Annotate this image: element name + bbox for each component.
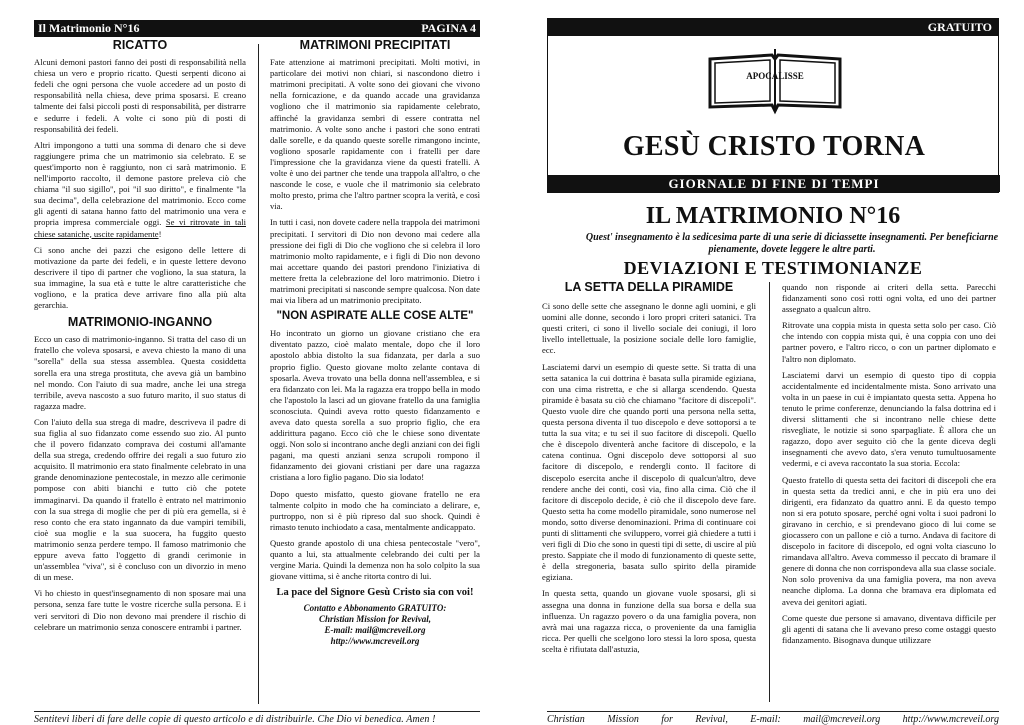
paragraph: Alcuni demoni pastori fanno dei posti di responsabilità nella chiesa un vero e proprio ricatto. Questi serpenti dicono ai fedeli che ogni persona che vuole accedere ad un posto di responsabilità nella chiesa, deve prima sposarsi. E creano talmente dei falsi piccoli posti di responsabilità, per distrarre e sedurre i fedeli. A volte ci sono più di posti di responsabilità dei fedeli. bbox=[34, 57, 246, 134]
paragraph: Lasciatemi darvi un esempio di queste sette. Si tratta di una setta satanica la cui dottrina è basata sulla piramide egiziana, con una cima ristretta, e che si allarga scendendo. Questa piramide è basata su ciò che chiamano "facitore di discepoli". Questo vuole dire che quando porti una persona nella setta, questa persona diventa il tuo discepolo e deve sottoporsi a te tutta la sua vita; e tu sei il suo facitore di discepoli. Quello che è discepolo diventerà anche facitore di discepolo, e la catena continua. Ogni discepolo deve sottoporsi al suo facitore di discepolo, e rendergli conto. Il facitore di discepolo esercita anche il discepolo di qualcun'altro, deve rendere anche dei conti, così via, fino alla cima. Ciò che il facitore di discepolo decide, è ciò che il discepolo deve fare. Questo setta ha come modello piramidale, sono numerose nel mondo, sotto diverse denominazioni. Prima di continuare coi punti di slittamenti che sviluppero, vorrei già chiedere a tutti i veri figli di Dio che sono in questi tipi di sette, di uscire al più presto. Sappiate che il modo di funzionamento di queste sette, è della stregoneria, basata sullo spirito della piramide egiziana. bbox=[542, 361, 756, 583]
issue-label: Il Matrimonio N°16 bbox=[38, 21, 140, 35]
heading-non-aspirate: "NON ASPIRATE ALLE COSE ALTE" bbox=[276, 310, 474, 323]
intro-text: Quest' insegnamento è la sedicesima parte di una serie di diciassette insegnamenti. Per beneficiarne pienamente, dovete leggere le altre parti. bbox=[585, 232, 999, 255]
right-footer: Christian Mission for Revival, E-mail: mail@mcreveil.org http://www.mcreveil.org bbox=[547, 711, 999, 725]
contact-block: Contatto e Abbonamento GRATUITO: Christian Mission for Revival, E-mail: mail@mcreveil.org http://www.mcreveil.org bbox=[303, 603, 447, 647]
right-page bbox=[512, 0, 1024, 725]
paragraph: Fate attenzione ai matrimoni precipitati. Molti motivi, in particolare dei motivi non chiari, si nascondono dietro i matrimoni precipitati. A volte sono dei giovani che vivono nella fornicazione, e da quando accade una gravidanza vogliono che il matrimonio sia rapidamente celebrato, affinché la gravidanza sembri di essere contratta nel matrimonio. A volte sono anche i pastori che sono entrati dalle sorelle, e da quando queste sorelle rimangono incinte, vogliono sposarle rapidamente con i fratelli per dare l'impressione che la gravidanza viene da questi fratelli. A volte è uno dei partner che tende una trappola all'altro, o che nasconde le cose, e vuole che il matrimonio sia celebrato molto presto, prima che l'altro partner scopra la verità, e così via. bbox=[270, 57, 480, 212]
left-column-1 bbox=[34, 38, 246, 708]
uscite-link: Se vi ritrovate in tali chiese sataniche, uscite rapidamente bbox=[34, 217, 246, 239]
paragraph: Ritrovate una coppia mista in questa setta solo per caso. Ciò che intendo con coppia mista qui, è una coppia con uno dei partner povero, e l'altro ricco, o con un partner diplomato e l'altro non diplomato. bbox=[782, 320, 996, 364]
paragraph: Ho incontrato un giorno un giovane cristiano che era diventato pazzo, cioè malato mentale, dopo che il loro apostolo abbia distolto la sua fidanzata, per darla a suo proprio figlio. Questo giovane molto zelante contava di sposarla. Aveva trovato una bella donna nell'assemblea, e si era fidanzato con lei. Ma la ragazza era troppo bella in modo che l'apostolo la lasci ad un giovane fratello da una famiglia sconosciuta. Quindi aveva rotto questo fidanzamento e aveva dato questa sorella a suo proprio figlio, che era addirittura pagano. Ecco ciò che le chiese sono diventate oggi. Non solo si incontrano anche degli anziani con dei figli pagani, ma questi anziani senza scrupoli rompono il fidanzamento dei giovani cristiani per dare una ragazza cristiana a loro figlio pagano. Dio sia lodato! bbox=[270, 328, 480, 483]
paragraph: Lasciatemi darvi un esempio di questo tipo di coppia accidentalmente ed incidentalmente mista. Sono arrivato una volta in un paese in cui è impiantato questa setta. Appena ho tenuto le prime conferenze, denunciando la falsa dottrina ed i diversi slittamenti che si incontrano nelle chiese dette risvegliate, le notizie si sono sparpagliate. È allora che un ragazzo, dopo aver seguito ciò che la gente diceva degli insegnamenti che avevo dato, s'era venuto tumultuosamente vedermi, e ci aveva raccontato la sua storia. Eccola: bbox=[782, 369, 996, 469]
left-header-bar bbox=[34, 20, 480, 37]
paragraph: Ci sono delle sette che assegnano le donne agli uomini, e gli uomini alle donne, secondo i loro propri criteri satanici. Tra questi criteri, ci sono il livello sociale dei coniugi, il loro livello intellettuale, la posizione sociale delle loro famiglie, ecc. bbox=[542, 301, 756, 356]
page-number: PAGINA 4 bbox=[421, 21, 476, 35]
paragraph: Vi ho chiesto in quest'insegnamento di non sposare mai una persona, senza fare tutte le vostre ricerche sulla persona. E i veri servitori di Dio non devono mai prendere il rischio di celebrare un matrimonio senza conoscere entrambi i partner. bbox=[34, 588, 246, 632]
right-column-2 bbox=[782, 282, 996, 707]
section-title: DEVIAZIONI E TESTIMONIANZE bbox=[623, 258, 923, 278]
paragraph: Come queste due persone si amavano, diventava difficile per gli agenti di satana che li avevano preso come ostaggi questo fidanzamento. Bisognava dunque utilizzare bbox=[782, 612, 996, 645]
newspaper-subtitle: GIORNALE DI FINE DI TEMPI bbox=[548, 175, 1000, 192]
masthead bbox=[547, 18, 999, 193]
paragraph: Questo grande apostolo di una chiesa pentecostale "vero", quanto a lui, sta attualmente celebrando dei culti per la vergine Maria. Quindi la demenza non ha solo colpito la sua giovane vittima, si è anche ritorta contro di lui. bbox=[270, 537, 480, 582]
paragraph: Ci sono anche dei pazzi che esigono delle lettere di motivazione da parte dei fedeli, e in queste lettere devono descrivere il tipo di partner che vogliono, la sua statura, la sua immagine, la sua età e tutte le altre caratteristiche che vogliono, e la pratica deve arrivare fino alla più alta gerarchia. bbox=[34, 244, 246, 311]
paragraph: quando non risponde ai criteri della setta. Parecchi fidanzamenti sono così rotti ogni volta, ed uno dei partner assegnato a qualcun altro. bbox=[782, 282, 996, 315]
paragraph: In questa setta, quando un giovane vuole sposarsi, gli si assegna una donna in funzione della sua borsa e della sua influenza. Un ragazzo povero o da una famiglia povera, non avrà mai una ragazza ricca, o proveniente da una famiglia ricca. Per quelli che scelgono loro stessi la loro sposa, questa scelta è rifiutata dall'astuzia, bbox=[542, 588, 756, 654]
column-divider bbox=[769, 282, 770, 702]
heading-setta-piramide: LA SETTA DELLA PIRAMIDE bbox=[564, 282, 734, 294]
open-book-icon bbox=[706, 49, 844, 119]
left-column-2 bbox=[270, 38, 480, 708]
apocalisse-label: APOCALISSE bbox=[746, 71, 804, 81]
newspaper-title: GESÙ CRISTO TORNA bbox=[622, 131, 926, 162]
paragraph: Dopo questo misfatto, questo giovane fratello ne era talmente colpito in modo che ha cominciato a delirare, e, purtroppo, non si è più ripreso dal suo shock. Quindi è rimasto tenuto inchiodato a casa, mentalmente andicappato. bbox=[270, 488, 480, 532]
issue-title: IL MATRIMONIO N°16 bbox=[645, 203, 901, 229]
right-column-1 bbox=[542, 282, 756, 707]
footer-email: mail@mcreveil.org bbox=[803, 714, 881, 725]
heading-matrimoni-precipitati: MATRIMONI PRECIPITATI bbox=[299, 38, 451, 52]
heading-matrimonio-inganno: MATRIMONIO-INGANNO bbox=[67, 315, 213, 330]
gratuito-bar: GRATUITO bbox=[548, 19, 998, 36]
paragraph: Con l'aiuto della sua strega di madre, descriveva il padre di sua figlia al suo fidanzato come essendo suo zio. Al punto che il povero fidanzato comprava dei costumi all'amante della sua strega, credendo offrire dei regali a suo futuro zio acquisito. Il matrimonio era stato finalmente celebrato in una grande denominazione pentecostale, in mezzo alle cerimonie pompose con abiti bianchi e tutto ciò che potete immaginarvi. Da quando il fratello è entrato nel matrimonio con la sua strega di moglie che per di più era gemella, si è reso conto che era stato ingannato da due vampiri temibili, cioè sua moglie e la sua suocera, ha fuggito questo matrimonio senza perdere tempo. Il famoso matrimonio che eppure aveva fatto l'oggetto di grandi cerimonie in un'assemblea "viva", si è concluso con un divorzio in meno di un mese. bbox=[34, 416, 246, 583]
closing-blessing: La pace del Signore Gesù Cristo sia con voi! bbox=[276, 587, 474, 599]
column-divider bbox=[258, 44, 259, 704]
footer-url: http://www.mcreveil.org bbox=[902, 714, 999, 725]
left-footer: Sentitevi liberi di fare delle copie di questo articolo e di distribuirle. Che Dio vi benedica. Amen ! bbox=[34, 711, 480, 725]
paragraph: Altri impongono a tutti una somma di denaro che si deve raggiungere prima che un matrimonio sia celebrato. E se quest'importo non è raggiunto, non ci sarà matrimonio. E nell'importo raccolto, il demone pastore preleva ciò che chiama "il suo sigillo", poi "il suo diritto", e finalmente "la sua decima", della celebrazione del matrimonio. Ecco come gli agenti di satana hanno fatto del matrimonio una vera e propria impresa commerciale oggi. Se vi ritrovate in tali chiese sataniche, uscite rapidamente! bbox=[34, 139, 246, 239]
paragraph: Ecco un caso di matrimonio-inganno. Si tratta del caso di un fratello che voleva sposarsi, e aveva chiesto la mano di una "sorella" della sua stessa assemblea. Questa cosiddetta sorella era una strega prostituta, che aveva già un bambino nel mondo. Con l'aiuto di sua madre, anche lei una strega terribile, aveva nascosto a suo futuro marito, il suo status di ragazza madre. bbox=[34, 334, 246, 411]
heading-ricatto: RICATTO bbox=[112, 38, 168, 52]
paragraph: Questo fratello di questa setta dei facitori di discepoli che era in questa setta da tredici anni, e che in più era uno dei dirigenti, era fidanzato da quattro anni. E da questo tempo non si era potuto sposare, perché ogni volta i suoi padroni lo giravano in cerchio, e si prendevano gioco di lui come se giocassero con un pallone e ciò a turno. Andava di facitore di discepolo in facitore di discepolo, ed ogni volta ciascuno lo rimandava all'altro. Aveva commesso il peccato di bramare il genere di donna che non corrispondeva alla sua classe sociale. Non solo proveniva da una famiglia povera, ma non aveva neanche diploma. La donna che bramava era diplomata ed aveva dei genitori agiati. bbox=[782, 474, 996, 607]
paragraph: In tutti i casi, non dovete cadere nella trappola dei matrimoni precipitati. I servitori di Dio non devono mai cedere alla pressione dei figli di Dio che vogliono che si celebra il loro matrimonio molto rapidamente, e i figli di Dio non devono mai accettare quando dei pastori prendono l'iniziativa di mettere fretta la celebrazione del loro matrimonio. Dietro i matrimoni precipitati si nasconde sempre qualcosa. Non date mai via libera ad un matrimonio precipitato. bbox=[270, 217, 480, 306]
